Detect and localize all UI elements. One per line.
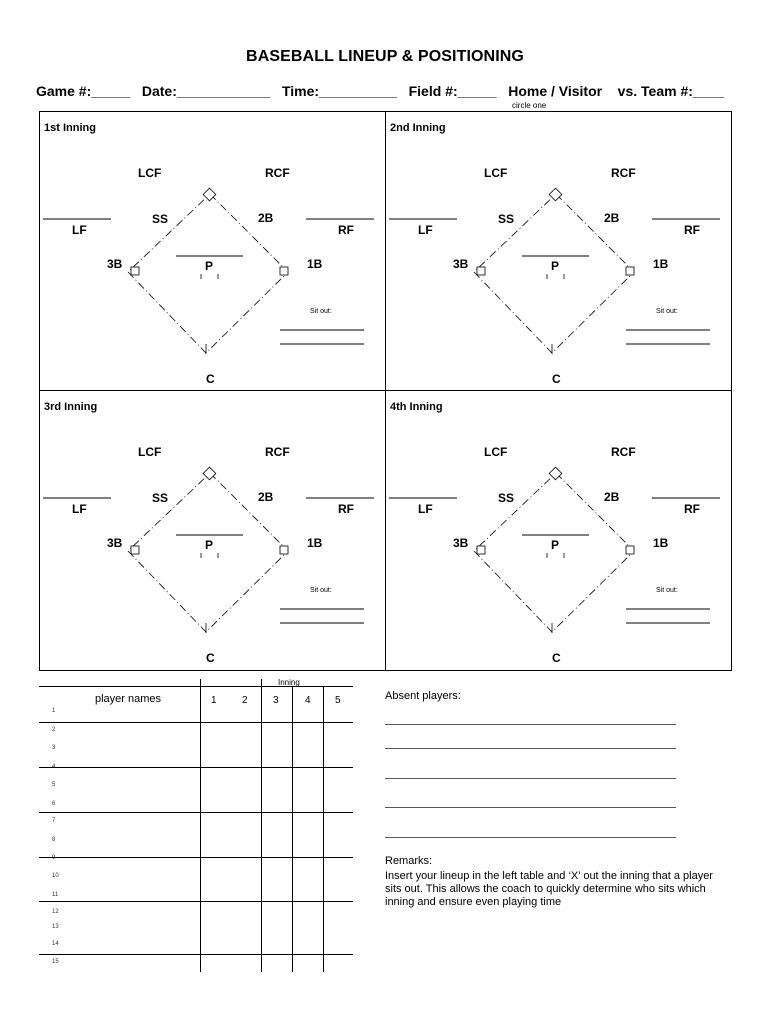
position-rcf: RCF: [265, 445, 290, 459]
position-p: P: [205, 259, 214, 273]
inning-title: 2nd Inning: [390, 122, 446, 134]
position-lf: LF: [418, 502, 433, 516]
position-rf: RF: [338, 223, 354, 237]
player-row-number: 5: [52, 782, 56, 788]
position-2b: 2B: [604, 490, 620, 504]
position-1b: 1B: [653, 257, 669, 271]
table-row-line: [39, 722, 353, 723]
position-3b: 3B: [453, 257, 469, 271]
position-ss: SS: [152, 212, 169, 226]
position-p: P: [205, 538, 214, 552]
roster-table: [39, 679, 353, 974]
inning-column-header: 1: [211, 695, 217, 706]
position-lcf: LCF: [484, 445, 508, 459]
player-row-number: 10: [52, 873, 59, 879]
position-2b: 2B: [258, 211, 274, 225]
vs-team-field[interactable]: vs. Team #:____: [617, 83, 725, 99]
player-row-number: 9: [52, 855, 56, 861]
position-c: C: [206, 372, 215, 386]
baseball-diamond-icon: [40, 391, 386, 670]
game-info-header: [36, 83, 724, 99]
position-1b: 1B: [307, 257, 323, 271]
position-lf: LF: [418, 223, 433, 237]
position-lcf: LCF: [138, 166, 162, 180]
player-row-number: 15: [52, 959, 59, 965]
position-ss: SS: [498, 212, 515, 226]
table-row-line: [39, 686, 353, 687]
player-row-number: 3: [52, 745, 56, 751]
absent-player-line[interactable]: [385, 807, 676, 808]
game-number-field[interactable]: Game #:_____: [36, 83, 131, 99]
home-visitor-choice[interactable]: Home / Visitor: [508, 83, 603, 99]
position-rf: RF: [684, 223, 700, 237]
table-row-line: [39, 812, 353, 813]
sit-out-label: Sit out:: [656, 587, 678, 594]
position-rcf: RCF: [265, 166, 290, 180]
position-ss: SS: [152, 491, 169, 505]
absent-player-line[interactable]: [385, 748, 676, 749]
player-row-number: 6: [52, 801, 56, 807]
table-column-line: [292, 686, 293, 972]
position-2b: 2B: [258, 490, 274, 504]
absent-players-label: Absent players:: [385, 690, 461, 702]
position-3b: 3B: [453, 536, 469, 550]
position-rf: RF: [338, 502, 354, 516]
inning-quadrant: [386, 391, 732, 670]
sit-out-label: Sit out:: [310, 587, 332, 594]
position-rf: RF: [684, 502, 700, 516]
inning-column-header: 5: [335, 695, 341, 706]
inning-quadrant: [40, 112, 386, 391]
position-lcf: LCF: [484, 166, 508, 180]
player-row-number: 8: [52, 837, 56, 843]
position-ss: SS: [498, 491, 515, 505]
inning-column-header: 2: [242, 695, 248, 706]
player-row-number: 13: [52, 924, 59, 930]
player-row-number: 14: [52, 941, 59, 947]
table-row-line: [39, 901, 353, 902]
inning-column-header: 3: [273, 695, 279, 706]
position-lf: LF: [72, 502, 87, 516]
player-row-number: 12: [52, 909, 59, 915]
table-row-line: [39, 954, 353, 955]
player-row-number: 1: [52, 708, 56, 714]
position-1b: 1B: [653, 536, 669, 550]
position-c: C: [206, 651, 215, 665]
inning-quadrant: [40, 391, 386, 670]
baseball-diamond-icon: [40, 112, 386, 391]
circle-one-note: circle one: [512, 101, 547, 110]
inning-header: Inning: [278, 678, 300, 687]
date-field[interactable]: Date:____________: [141, 83, 271, 99]
position-1b: 1B: [307, 536, 323, 550]
sit-out-label: Sit out:: [310, 308, 332, 315]
player-row-number: 11: [52, 892, 59, 898]
baseball-diamond-icon: [386, 391, 732, 670]
position-2b: 2B: [604, 211, 620, 225]
player-row-number: 2: [52, 727, 56, 733]
position-c: C: [552, 651, 561, 665]
inning-title: 4th Inning: [390, 401, 443, 413]
position-c: C: [552, 372, 561, 386]
sit-out-label: Sit out:: [656, 308, 678, 315]
absent-player-line[interactable]: [385, 778, 676, 779]
baseball-diamond-icon: [386, 112, 732, 391]
page-title: BASEBALL LINEUP & POSITIONING: [246, 48, 524, 65]
player-names-header: player names: [95, 693, 162, 705]
table-row-line: [39, 767, 353, 768]
inning-quadrant: [386, 112, 732, 391]
time-field[interactable]: Time:__________: [281, 83, 397, 99]
table-row-line: [39, 857, 353, 858]
position-rcf: RCF: [611, 166, 636, 180]
player-row-number: 7: [52, 818, 56, 824]
inning-column-header: 4: [305, 695, 311, 706]
inning-title: 3rd Inning: [44, 401, 98, 413]
position-3b: 3B: [107, 257, 123, 271]
absent-player-line[interactable]: [385, 724, 676, 725]
absent-player-line[interactable]: [385, 837, 676, 838]
position-lf: LF: [72, 223, 87, 237]
position-3b: 3B: [107, 536, 123, 550]
table-column-line: [323, 686, 324, 972]
player-row-number: 4: [52, 764, 56, 770]
inning-title: 1st Inning: [44, 122, 96, 134]
field-number-field[interactable]: Field #:_____: [408, 83, 497, 99]
position-p: P: [551, 538, 560, 552]
position-rcf: RCF: [611, 445, 636, 459]
remarks-text: Insert your lineup in the left table and ‘X’ out the inning that a player sits out. This allows the coach to quickly determine who sits which inning and ensure even playing time: [385, 870, 713, 908]
position-p: P: [551, 259, 560, 273]
remarks-label: Remarks:: [385, 855, 433, 867]
position-lcf: LCF: [138, 445, 162, 459]
